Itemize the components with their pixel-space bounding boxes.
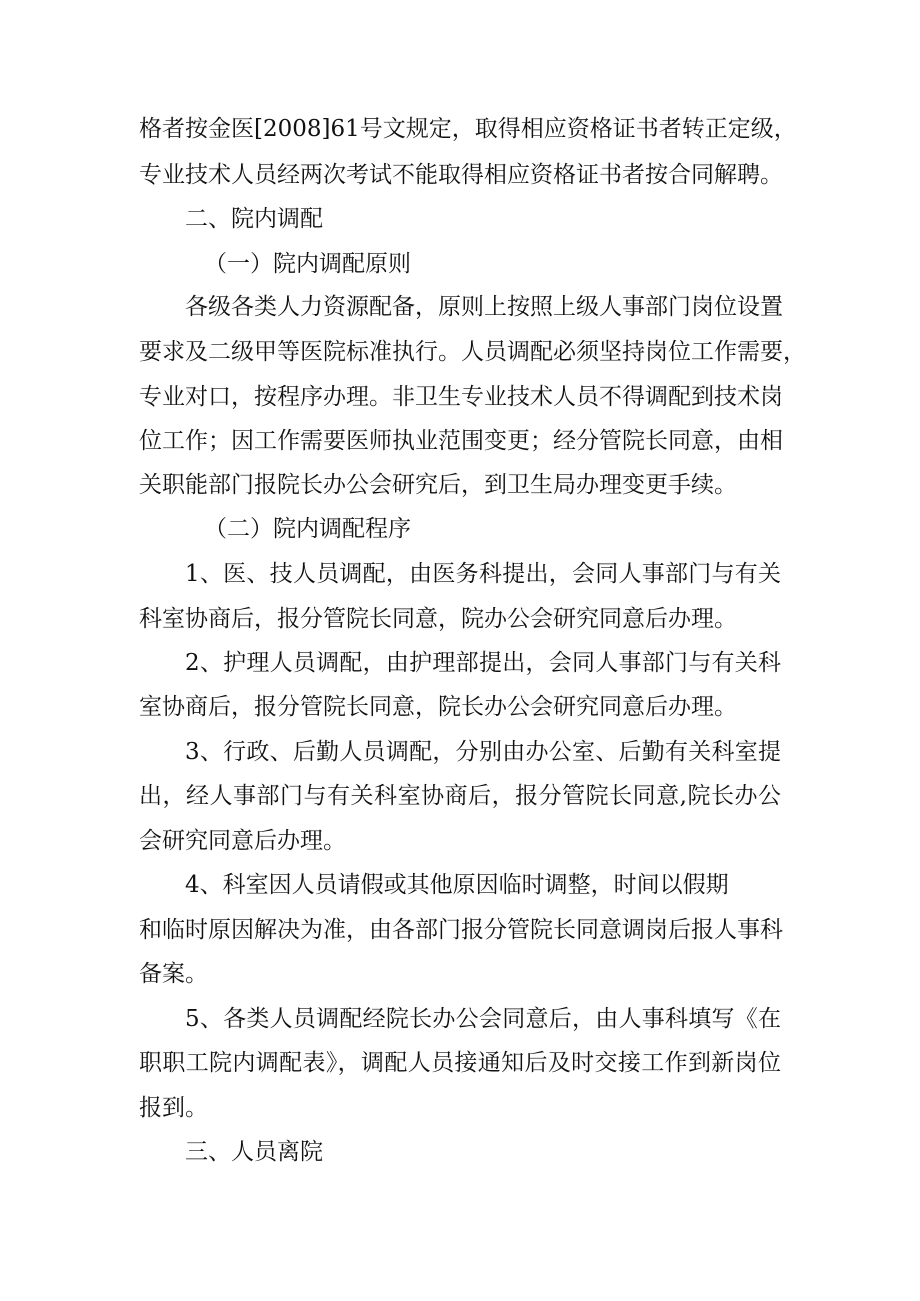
text-line: 专业技术人员经两次考试不能取得相应资格证书者按合同解聘。 (139, 162, 783, 188)
text-line: 要求及二级甲等医院标准执行。人员调配必须坚持岗位工作需要， (139, 339, 806, 365)
section-heading: 三、人员离院 (185, 1139, 323, 1165)
list-item-continuation: 和临时原因解决为准，由各部门报分管院长同意调岗后报人事科 (139, 917, 783, 943)
list-item-continuation: 职职工院内调配表》，调配人员接通知后及时交接工作到新岗位 (139, 1050, 781, 1076)
subsection-heading: （一）院内调配原则 (204, 251, 411, 277)
list-item-continuation: 报到。 (139, 1095, 208, 1121)
list-item-continuation: 会研究同意后办理。 (139, 828, 346, 854)
list-item: 2、护理人员调配，由护理部提出，会同人事部门与有关科 (185, 650, 781, 676)
list-item: 5、各类人员调配经院长办公会同意后，由人事科填写《在 (185, 1006, 781, 1032)
list-item-continuation: 科室协商后，报分管院长同意，院办公会研究同意后办理。 (139, 606, 737, 632)
list-item-continuation: 备案。 (139, 961, 208, 987)
text-line: 专业对口，按程序办理。非卫生专业技术人员不得调配到技术岗 (139, 384, 783, 410)
list-item: 3、行政、后勤人员调配，分别由办公室、后勤有关科室提 (185, 739, 781, 765)
text-line: 关职能部门报院长办公会研究后，到卫生局办理变更手续。 (139, 472, 737, 498)
section-heading: 二、院内调配 (185, 206, 323, 232)
list-item-continuation: 出，经人事部门与有关科室协商后，报分管院长同意,院长办公 (139, 783, 781, 809)
text-line: 各级各类人力资源配备，原则上按照上级人事部门岗位设置 (185, 294, 783, 320)
list-item: 4、科室因人员请假或其他原因临时调整，时间以假期 (185, 872, 729, 898)
text-line: 格者按金医[2008]61号文规定，取得相应资格证书者转正定级， (139, 116, 797, 142)
list-item-continuation: 室协商后，报分管院长同意，院长办公会研究同意后办理。 (139, 694, 737, 720)
list-item: 1、医、技人员调配，由医务科提出，会同人事部门与有关 (185, 561, 781, 587)
subsection-heading: （二）院内调配程序 (204, 516, 411, 542)
text-line: 位工作；因工作需要医师执业范围变更；经分管院长同意，由相 (139, 428, 783, 454)
